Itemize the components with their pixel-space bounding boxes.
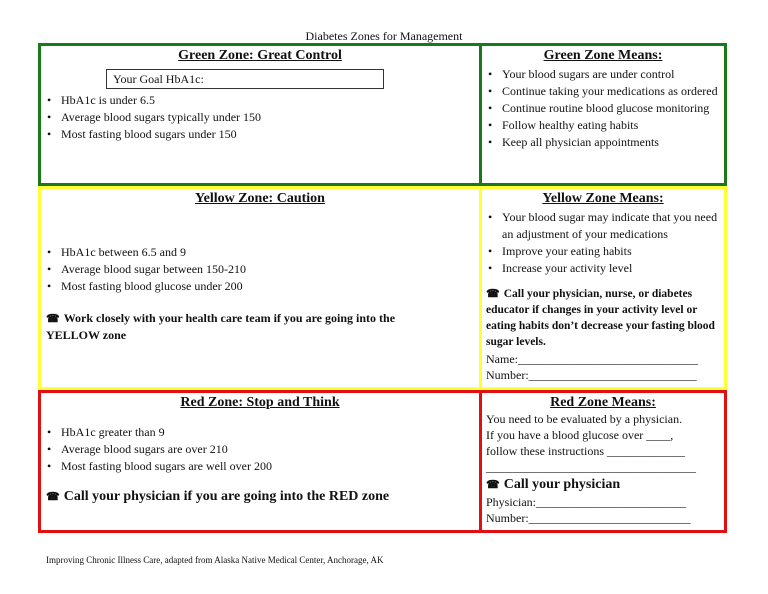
list-item: • Average blood sugar between 150-210 [43,261,246,278]
red-zone-heading: Red Zone: Stop and Think [180,395,340,410]
document-title: Diabetes Zones for Management [305,29,463,43]
yellow-zone-list [43,244,246,295]
instructions-field[interactable]: follow these instructions _____________ [486,444,685,458]
green-zone-list [43,92,261,143]
phone-icon: ☎ [486,288,500,300]
phone-icon: ☎ [46,491,60,503]
yellow-zone-panel [38,186,482,390]
list-item: • Most fasting blood sugars under 150 [43,126,261,143]
phone-icon: ☎ [46,313,60,325]
red-call-heading [486,476,724,494]
red-zone-callout [46,488,389,506]
red-callout-text: Call your physician if you are going into the RED zone [63,489,390,504]
list-item: • Continue taking your medications as ordered [484,83,724,100]
green-zone-panel [38,43,482,186]
means-line: You need to be evaluated by a physician. [486,412,683,426]
red-call-heading-text: Call your physician [503,477,621,492]
yellow-callout-text: Work closely with your health care team if you are going into the YELLOW zone [46,311,396,342]
yellow-zone-callout [46,310,446,343]
yellow-call-instructions [486,286,726,350]
goal-hba1c-field[interactable]: Your Goal HbA1c: [106,69,384,89]
list-item: • HbA1c between 6.5 and 9 [43,244,246,261]
name-field[interactable]: Name:______________________________ [486,352,698,366]
list-item: • Increase your activity level [484,260,724,277]
list-item: • Your blood sugars are under control [484,66,724,83]
instructions-field-continued[interactable]: ___________________________________ [486,460,696,474]
list-item: • Keep all physician appointments [484,134,724,151]
glucose-threshold-field[interactable]: If you have a blood glucose over ____, [486,428,674,442]
green-zone-means-heading: Green Zone Means: [543,48,663,63]
yellow-zone-means-list [484,209,724,277]
physician-field[interactable]: Physician:_________________________ [486,495,686,509]
number-field[interactable]: Number:____________________________ [486,368,697,382]
red-zone-means-panel [479,390,727,533]
list-item: • HbA1c greater than 9 [43,424,272,441]
green-zone-means-panel [479,43,727,186]
green-zone-heading: Green Zone: Great Control [178,48,342,63]
list-item: • Most fasting blood glucose under 200 [43,278,246,295]
list-item: • Average blood sugars typically under 150 [43,109,261,126]
list-item: • Most fasting blood sugars are well over 200 [43,458,272,475]
list-item: • Follow healthy eating habits [484,117,724,134]
yellow-zone-heading: Yellow Zone: Caution [195,191,325,206]
yellow-call-text: Call your physician, nurse, or diabetes educator if changes in your activity level or eating habits don’t decrease your fasting blood sugar levels. [486,288,715,348]
yellow-zone-means-heading: Yellow Zone Means: [542,191,664,206]
yellow-zone-means-panel [479,186,727,390]
list-item: • Your blood sugar may indicate that you need an adjustment of your medications [484,209,724,243]
red-number-field[interactable]: Number:___________________________ [486,511,691,525]
list-item: • Average blood sugars are over 210 [43,441,272,458]
red-zone-panel [38,390,482,533]
red-zone-list [43,424,272,475]
list-item: • Continue routine blood glucose monitoring [484,100,724,117]
red-zone-means-text [486,411,724,526]
phone-icon: ☎ [486,479,500,491]
list-item: • Improve your eating habits [484,243,724,260]
list-item: • HbA1c is under 6.5 [43,92,261,109]
red-zone-means-heading: Red Zone Means: [550,395,656,410]
green-zone-means-list [484,66,724,151]
footer-credit: Improving Chronic Illness Care, adapted from Alaska Native Medical Center, Anchorage, AK [46,555,384,565]
